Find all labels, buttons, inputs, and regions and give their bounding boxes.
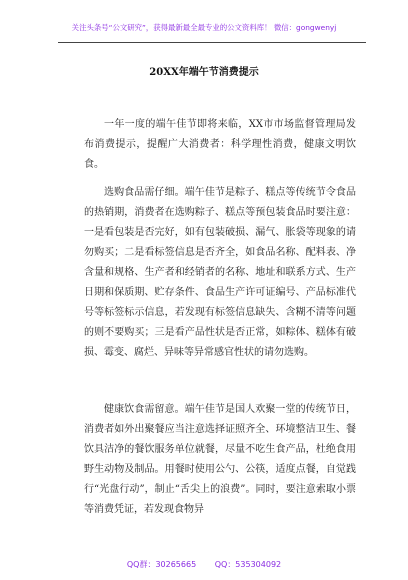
paragraph-healthy-eating	[84, 400, 356, 520]
header-promo-text: 关注头条号“公文研究”，获得最新最全最专业的公文资料库！ 微信：gongwenyj	[71, 23, 337, 32]
paragraph-text: 一年一度的端午佳节即将来临，XX市市场监督管理局发布消费提示，提醒广大消费者：科学理性消费，健康文明饮食。	[84, 119, 356, 170]
paragraph-intro	[84, 115, 356, 175]
paragraph-text: 选购食品需仔细。端午佳节是粽子、糕点等传统节令食品的热销期，消费者在选购粽子、糕点等预包装食品时要注意：一是看包装是否完好，如有包装破损、漏气、胀袋等现象的请勿购买；二是看标签信息是否齐全，如食品名称、配料表、净含量和规格、生产者和经销者的名称、地址和联系方式、生产日期和保质期、贮存条件、食品生产许可证编号、产品标准代号等标签标示信息，若发现有标签信息缺失、含糊不清等问题的则不要购买；三是看产品性状是否正常，如粽体、糕体有破损、霉变、腐烂、异味等异常感官性状的请勿选购。	[84, 187, 356, 358]
paragraph-food-selection	[84, 183, 356, 363]
paragraph-text: 健康饮食需留意。端午佳节是国人欢聚一堂的传统节日，消费者如外出聚餐应当注意选择证照齐全、环境整洁卫生、餐饮具洁净的餐饮服务单位就餐，尽量不吃生食产品，杜绝食用野生动物及制品。用餐时使用公勺、公筷，适度点餐，自觉践行“光盘行动”，制止“舌尖上的浪费”。同时，要注意索取小票等消费凭证，若发现食物异	[84, 404, 356, 515]
footer-qq-group: QQ群：30265665	[126, 560, 197, 569]
document-title: 20XX年端午节消费提示	[149, 67, 259, 78]
footer-qq-number: QQ：535304092	[214, 560, 282, 569]
header-divider	[58, 42, 366, 43]
footer-contact	[0, 559, 408, 570]
